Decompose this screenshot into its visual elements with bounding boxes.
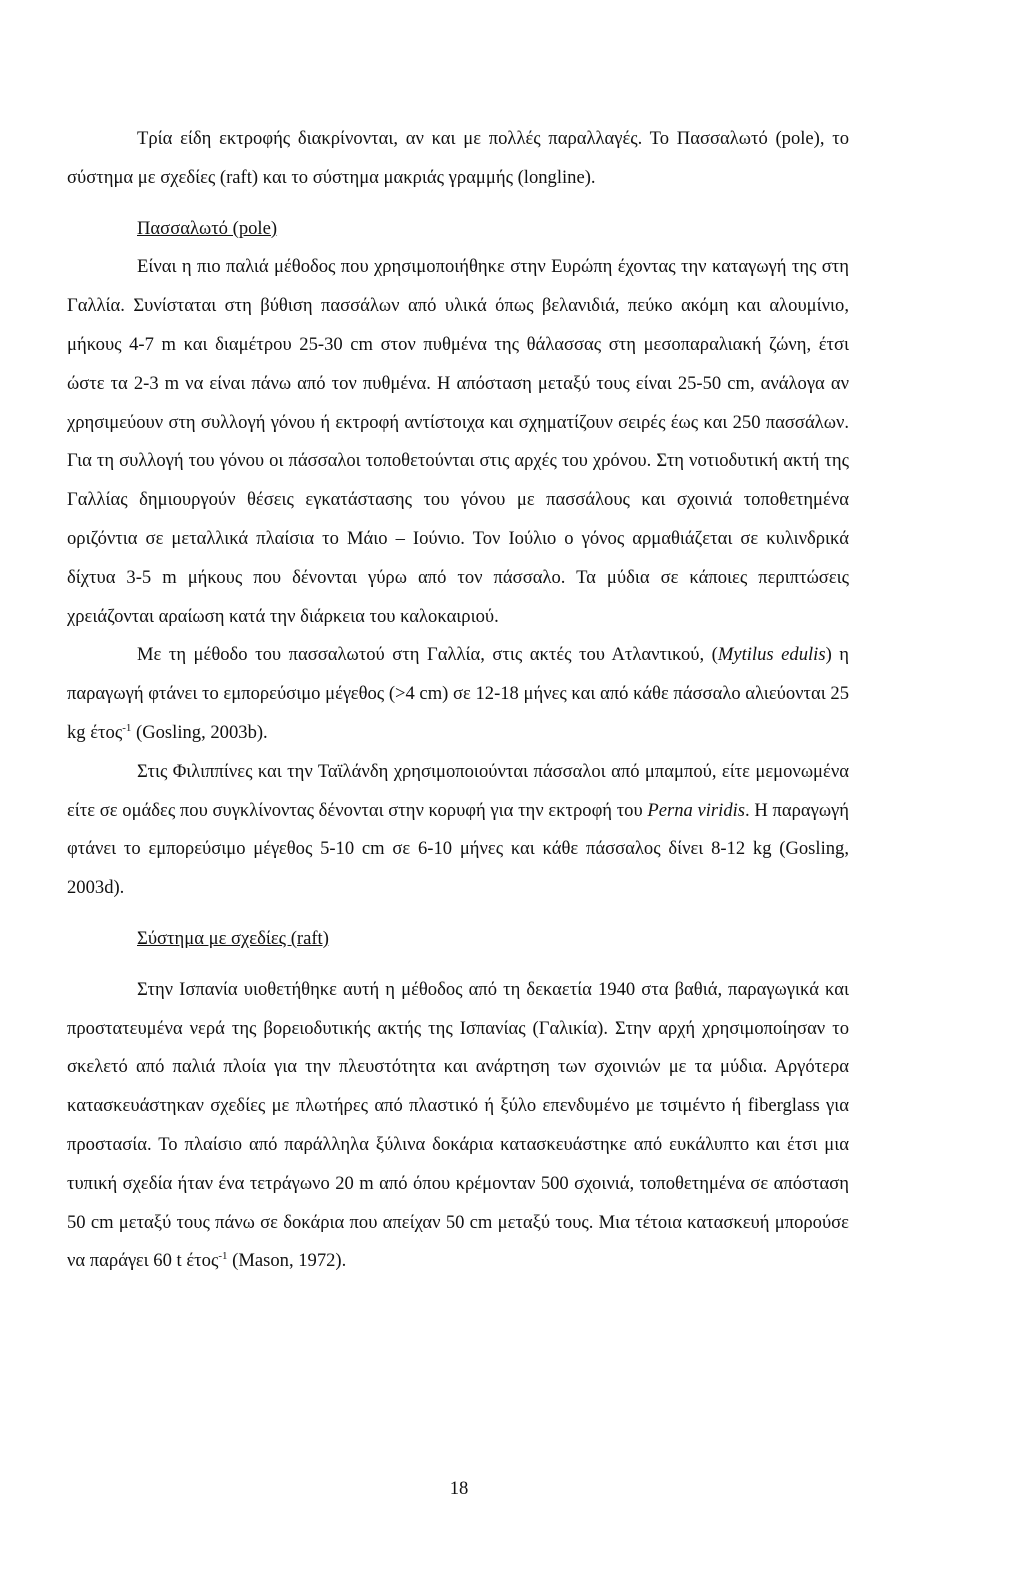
species-perna-viridis: Perna viridis bbox=[647, 799, 746, 821]
page-number: 18 bbox=[449, 1478, 469, 1499]
raft-section-heading bbox=[67, 920, 849, 959]
pole-paragraph-2 bbox=[67, 636, 849, 752]
raft-paragraph-1 bbox=[67, 971, 849, 1281]
pole-paragraph-1: Είναι η πιο παλιά μέθοδος που χρησιμοποιήθηκε στην Ευρώπη έχοντας την καταγωγή της στη Γαλλία. Συνίσταται στη βύθιση πασσάλων από υλικά όπως βελανιδιά, πεύκο ακόμη και αλουμίνιο, μήκους 4-7 m και διαμέτρου 25-30 cm στον πυθμένα της θάλασσας στη μεσοπαραλιακή ζώνη, έτσι ώστε τα 2-3 m να είναι πάνω από τον πυθμένα. Η απόσταση μεταξύ τους είναι 25-50 cm, ανάλογα αν χρησιμεύουν στη συλλογή γόνου ή εκτροφή αντίστοιχα και σχηματίζουν σειρές έως και 250 πασσάλων. Για τη συλλογή του γόνου οι πάσσαλοι τοποθετούνται στις αρχές του χρόνου. Στη νοτιοδυτική ακτή της Γαλλίας δημιουργούν θέσεις εγκατάστασης του γόνου με πασσάλους και σχοινιά τοποθετημένα οριζόντια σε μεταλλικά πλαίσια το Μάιο – Ιούνιο. Τον Ιούλιο ο γόνος αρμαθιάζεται σε κυλινδρικά δίχτυα 3-5 m μήκους που δένονται γύρω από τον πάσσαλο. Τα μύδια σε κάποιες περιπτώσεις χρειάζονται αραίωση κατά την διάρκεια του καλοκαιριού. bbox=[67, 256, 849, 627]
pole-p2-text-after: (Gosling, 2003b). bbox=[131, 721, 268, 743]
pole-p3-text-after: . Η παραγωγή φτάνει το εμπορεύσιμο μέγεθος 5-10 cm σε 6-10 μήνες και κάθε πάσσαλος δίνει 8-12 kg (Gosling, 2003d). bbox=[67, 799, 849, 899]
document-page bbox=[67, 120, 849, 1281]
raft-heading-text: Σύστημα με σχεδίες (raft) bbox=[137, 927, 329, 949]
pole-heading-text: Πασσαλωτό (pole) bbox=[137, 217, 278, 239]
pole-p3-text-before: Στις Φιλιππίνες και την Ταϊλάνδη χρησιμοποιούνται πάσσαλοι από μπαμπού, είτε μεμονωμένα είτε σε ομάδες που συγκλίνοντας δένονται στην κορυφή για την εκτροφή του bbox=[67, 760, 849, 821]
intro-paragraph: Τρία είδη εκτροφής διακρίνονται, αν και με πολλές παραλλαγές. Το Πασσαλωτό (pole), το σύστημα με σχεδίες (raft) και το σύστημα μακριάς γραμμής (longline). bbox=[67, 128, 849, 188]
raft-p1-text-after: (Mason, 1972). bbox=[227, 1250, 347, 1272]
pole-p2-text-before: Με τη μέθοδο του πασσαλωτού στη Γαλλία, στις ακτές του Ατλαντικού, ( bbox=[137, 644, 718, 666]
raft-p1-text-before: Στην Ισπανία υιοθετήθηκε αυτή η μέθοδος από τη δεκαετία 1940 στα βαθιά, παραγωγικά και προστατευμένα νερά της βορειοδυτικής ακτής της Ισπανίας (Γαλικία). Στην αρχή χρησιμοποίησαν το σκελετό από παλιά πλοία για την πλευστότητα και ανάρτηση των σχοινιών με τα μύδια. Αργότερα κατασκευάστηκαν σχεδίες με πλωτήρες από πλαστικό ή ξύλο επενδυμένο με τσιμέντο ή fiberglass για προστασία. Το πλαίσιο από παράλληλα ξύλινα δοκάρια κατασκευάστηκε από ευκάλυπτο και έτσι μια τυπική σχεδία ήταν ένα τετράγωνο 20 m από όπου κρέμονταν 500 σχοινιά, τοποθετημένα σε απόσταση 50 cm μεταξύ τους πάνω σε δοκάρια που απείχαν 50 cm μεταξύ τους. Μια τέτοια κατασκευή μπορούσε να παράγει 60 t έτος bbox=[67, 978, 849, 1272]
unit-exponent: -1 bbox=[218, 1250, 228, 1263]
unit-exponent: -1 bbox=[122, 721, 132, 734]
pole-p2-text-middle: ) η παραγωγή φτάνει το εμπορεύσιμο μέγεθος (>4 cm) σε 12-18 μήνες και από κάθε πάσσαλο αλιεύονται 25 kg έτος bbox=[67, 644, 849, 743]
species-mytilus-edulis: Mytilus edulis bbox=[717, 644, 826, 666]
pole-section-heading bbox=[67, 210, 849, 249]
pole-paragraph-3 bbox=[67, 753, 849, 908]
